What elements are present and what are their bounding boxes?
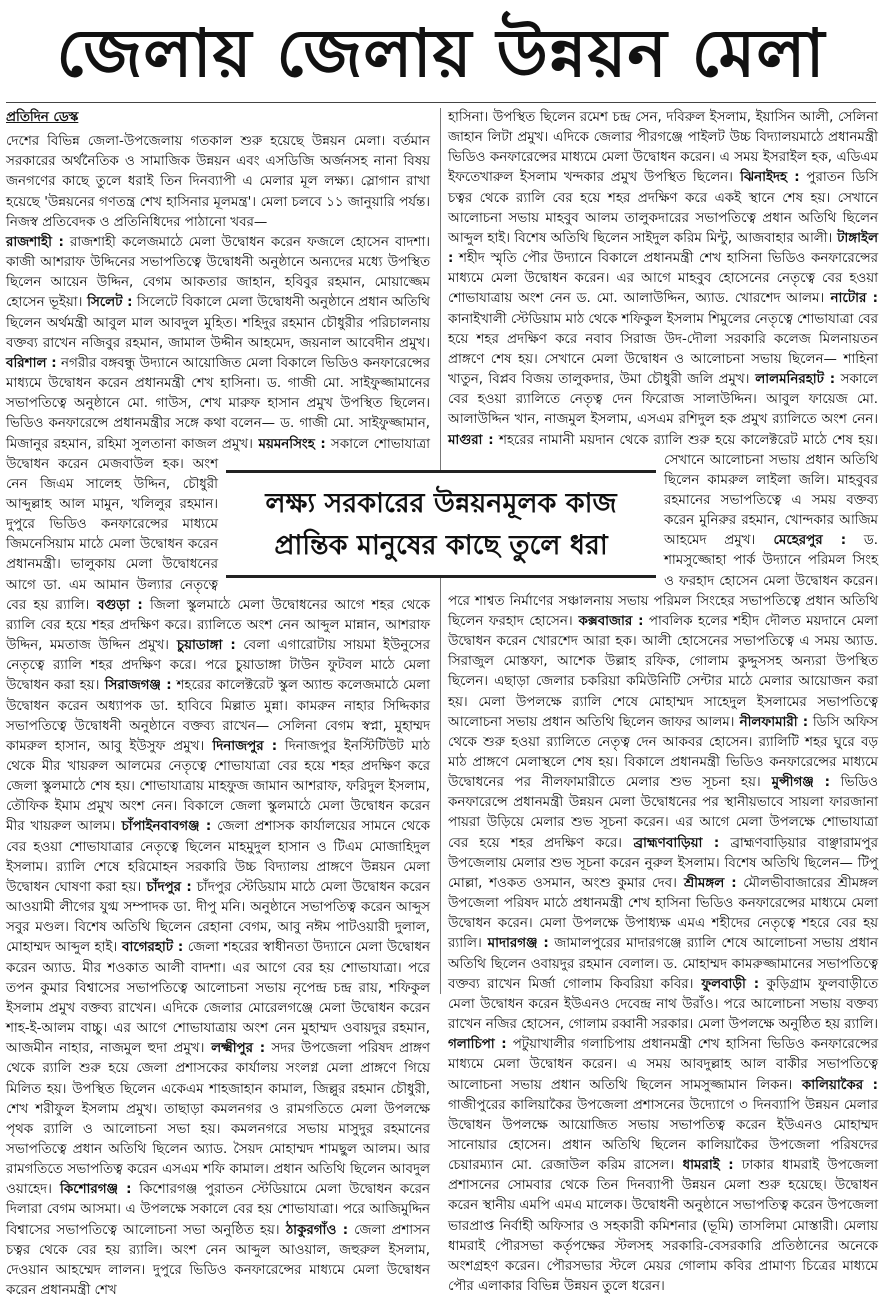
- district-name: সিরাজগঞ্জ :: [99, 678, 172, 694]
- district-report: জেলা প্রশাসন চত্বর থেকে বের হয় র‌্যালি। অংশ নেন আব্দুল আওয়াল, জহুরুল ইসলাম, দেওয়ান আহম্মেদ লালন। দুপুরে ভিডিও কনফারেন্সের মাধ্যমে মেলা উদ্বোধন করেন প্রধানমন্ত্রী শেখ: [6, 1222, 430, 1299]
- district-report: হাসিনা। উপস্থিত ছিলেন রমেশ চন্দ্র সেন, দবিরুল ইসলাম, ইয়াসিন আলী, সেলিনা জাহান লিটা প্রমুখ। এদিকে জেলার পীরগঞ্জে পাইলট উচ্চ বিদ্যালয়মাঠে প্রধানমন্ত্রী ভিডিও কনফারেন্সের মাধ্যমে মেলা উদ্বোধন করেন। এ সময় ইসরাইল হক, এডিএম ইফতেখারুল ইসলাম খন্দকার প্রমুখ উপস্থিত ছিলেন।: [448, 110, 878, 186]
- district-report: শহরের নামানী ময়দান থেকে র‌্যালি শুরু হয়ে কালেক্টরেট মাঠে শেষ হয়। সেখানে আলোচনা সভায় প্রধান অতিথি ছিলেন কামরুল লাইলা জলি। মাহবুবর রহমানের সভাপতিত্বে এ সময় বক্তব্য করেন মুনিরুর রহমান, খোন্দকার আজিম আহমেদ প্রমুখ।: [493, 432, 878, 549]
- district-report: সকালে শোভাযাত্রা উদ্বোধন করেন মেজবাউল হক। অংশ নেন জিএম সালেহ উদ্দিন, চৌধুরী আব্দুল্লাহ আল মামুন, খলিলুর রহমান। দুপুরে ভিডিও কনফারেন্সের মাধ্যমে জিমনেসিয়াম মাঠে মেলা উদ্বোধন করেন প্রধানমন্ত্রী। ভালুকায় মেলা উদ্বোধনের আগে ডা. এম আমান উল্যার নেতৃত্বে বের হয় র‌্যালি।: [6, 436, 430, 613]
- district-report: দিনাজপুর ইনস্টিটিউট মাঠ থেকে মীর খায়রুল আলমের নেতৃত্বে শোভাযাত্রা বের হয়ে শহর প্রদক্ষিণ করে জেলা স্কুলমাঠে শেষ হয়। শোভাযাত্রায় মাহফুজ জামান আশরাফ, ফরিদুল ইসলাম, তৌফিক ইমাম প্রমুখ অংশ নেন। বিকালে জেলা স্কুলমাঠে মেলা উদ্বোধন করেন মীর খায়রুল আলম।: [6, 738, 430, 835]
- district-name: মেহেরপুর :: [755, 533, 847, 549]
- district-report: জামালপুরের মাদারগঞ্জে র‌্যালি শেষে আলোচনা সভায় প্রধান অতিথি ছিলেন ওবায়দুর রহমান বেলাল। ড. মোহাম্মদ কামরুজ্জামানের সভাপতিত্বে বক্তব্য রাখেন মির্জা গোলাম কিবরিয়া কবির।: [448, 936, 879, 992]
- district-report: মৌলভীবাজারের শ্রীমঙ্গল উপজেলা পরিষদ মাঠে প্রধানমন্ত্রী শেখ হাসিনা ভিডিও কনফারেন্সের মাধ্যমে মেলা উদ্বোধন করেন। মেলা উপলক্ষে উপাধ্যক্ষ এমএ শহীদের নেতৃত্বে শহরে বের হয় র‌্যালি।: [448, 875, 878, 952]
- pull-quote-line-2: প্রান্তিক মানুষের কাছে তুলে ধরা: [274, 530, 608, 561]
- district-report: ড. শামসুজ্জোহা পার্ক উদ্যানে পরিমল সিংহ ও ফরহাদ হোসেন মেলা উদ্বোধন করেন। পরে শাশ্বত নির্মাণের সঞ্চালনায় সভায় পরিমল সিংহের সভাপতিত্বে প্রধান অতিথি ছিলেন ফরহাদ হোসেন।: [448, 533, 878, 629]
- headline: জেলায় জেলায় উন্নয়ন মেলা: [56, 15, 826, 92]
- district-name: ধামরাই :: [674, 1158, 734, 1174]
- district-report: বেলা এগারোটায় সায়মা ইউনুসের নেতৃত্বে র‌্যালি শহর প্রদক্ষিণ করে। পরে চুয়াডাঙ্গা টাউন ফুটবল মাঠে মেলা উদ্বোধন করা হয়।: [6, 638, 430, 694]
- district-name: লক্ষ্মীপুর :: [204, 1041, 266, 1057]
- district-name: নীলফামারী :: [734, 714, 809, 730]
- district-name: সিলেট :: [82, 295, 133, 311]
- district-report: ভিডিও কনফারেন্সে প্রধানমন্ত্রী উন্নয়ন মেলা উদ্বোধনের পর স্থানীয়ভাবে সায়লা ফারজানা পায়রা উড়িয়ে মেলার শুভ সূচনা করেন। এর আগে মেলা উপলক্ষে শোভাযাত্রা বের হয়ে শহর প্রদক্ষিণ করে।: [448, 775, 878, 851]
- district-name: চাঁপাইনবাবগঞ্জ :: [115, 819, 212, 835]
- district-name: কক্সবাজার :: [572, 613, 644, 629]
- district-report: ব্রাহ্মণবাড়িয়ার বাঞ্ছারামপুর উপজেলায় মেলার শুভ সূচনা করেন নুরুল ইসলাম। বিশেষ অতিথি ছিলেন— টিপু মোল্লা, শওকত ওসমান, অংশু কুমার দেব।: [448, 835, 878, 891]
- district-report: সদর উপজেলা পরিষদ প্রাঙ্গণ থেকে র‌্যালি শুরু হয়ে জেলা প্রশাসকের কার্যালয় সংলগ্ন মেলা প্রাঙ্গণে গিয়ে মিলিত হয়। উপস্থিত ছিলেন একেএম শাহজাহান কামাল, জিল্লুর রহমান চৌধুরী, শেখ শরীফুল ইসলাম প্রমুখ। তাছাড়া কমলনগর ও রামগতিতে মেলা উপলক্ষে পৃথক র‌্যালি ও আলোচনা সভা হয়। কমলনগরে সভায় মাসুদুর রহমানের সভাপতিত্বে প্রধান অতিথি ছিলেন অ্যাড. সৈয়দ মোহাম্মদ শামছুল আলম। আর রামগতিতে সভাপতিত্ব করেন এসএম শফি কামাল। প্রধান অতিথি ছিলেন আবদুল ওয়াহেদ।: [6, 1041, 430, 1198]
- district-name: ঝিনাইদহ :: [732, 170, 800, 186]
- district-report: জিলা স্কুলমাঠে মেলা উদ্বোধনের আগে শহর থেকে র‌্যালি বের হয়ে শহর প্রদক্ষিণ করে। র‌্যালিতে অংশ নেন আব্দুল মান্নান, আশরাফ উদ্দিন, মমতাজ উদ্দিন প্রমুখ।: [6, 597, 431, 654]
- district-report: পটুয়াখালীর গলাচিপায় প্রধানমন্ত্রী শেখ হাসিনা ভিডিও কনফারেন্সের মাধ্যমে মেলা উদ্বোধন করেন। এ সময় আবদুল্লাহ আল বাকীর সভাপতিত্বে আলোচনা সভায় প্রধান অতিথি ছিলেন সামসুজ্জামান লিকন।: [448, 1037, 878, 1093]
- district-report: জেলা প্রশাসক কার্যালয়ের সামনে থেকে বের হওয়া শোভাযাত্রার নেতৃত্বে ছিলেন মাহমুদুল হাসান ও টিএম মোজাহিদুল ইসলাম। র‌্যালি শেষে হরিমোহন সরকারি উচ্চ বিদ্যালয় প্রাঙ্গণে উন্নয়ন মেলা উদ্বোধন ঘোষণা করা হয়।: [6, 819, 430, 895]
- district-report: শহীদ স্মৃতি পৌর উদ্যানে বিকালে প্রধানমন্ত্রী শেখ হাসিনা ভিডিও কনফারেন্সের মাধ্যমে মেলা উদ্বোধন করেন। এর আগে মাহবুব হোসেনের নেতৃত্বে বের হওয়া শোভাযাত্রায় অংশ নেন ড. মো. আলাউদ্দিন, অ্যাড. খোরশেদ আলম।: [448, 251, 878, 307]
- pull-quote: [226, 470, 656, 578]
- district-name: টাঙ্গাইল :: [448, 230, 878, 267]
- district-name: ঠাকুরগাঁও :: [279, 1222, 349, 1238]
- district-report: সিলেটে বিকালে মেলা উদ্বোধনী অনুষ্ঠানে প্রধান অতিথি ছিলেন অর্থমন্ত্রী আবুল মাল আবদুল মুহিত। শহিদুর রহমান চৌধুরীর পরিচালনায় বক্তব্য রাখেন নজিবুর রহমান, জামাল উদ্দীন আহমেদ, জয়নাল আবেদীন প্রমুখ।: [6, 295, 430, 351]
- district-name: কিশোরগঞ্জ :: [51, 1182, 132, 1198]
- district-name: ময়মনসিংহ :: [252, 436, 326, 452]
- district-report: রাজশাহী কলেজমাঠে মেলা উদ্বোধন করেন ফজলে হোসেন বাদশা। কাজী আশরাফ উদ্দিনের সভাপতিত্বে উদ্বোধনী অনুষ্ঠানে অন্যদের মধ্যে উপস্থিত ছিলেন আয়েন উদ্দিন, বেগম আকতার জাহান, হবিবুর রহমান, মোয়াজ্জেম হোসেন ভূইয়া।: [6, 234, 430, 311]
- district-name: বাগেরহাট :: [117, 940, 184, 956]
- district-report: চাঁদপুর স্টেডিয়াম মাঠে মেলা উদ্বোধন করেন আওয়ামী লীগের যুগ্ম সম্পাদক ডা. দীপু মনি। অনুষ্ঠানে সভাপতিত্ব করেন আব্দুস সবুর মণ্ডল। বিশেষ অতিথি ছিলেন রেহানা বেগম, আবু নঈম পাটওয়ারী দুলাল, মোহাম্মদ আব্দুল হাই।: [6, 879, 430, 956]
- district-report: শহরের কালেক্টরেট স্কুল অ্যান্ড কলেজমাঠে মেলা উদ্বোধন করেন অধ্যাপক ডা. হাবিবে মিল্লাত মুন্না। কামরুন নাহার সিদ্দিকার সভাপতিত্বে উদ্বোধনী অনুষ্ঠানে বক্তব্য রাখেন— সেলিনা বেগম স্বপ্না, মুহাম্মদ কামরুল হাসান, আবু ইউসুফ প্রমুখ।: [6, 678, 430, 754]
- district-name: মাগুরা :: [448, 432, 494, 448]
- district-name: মাদারগঞ্জ :: [481, 936, 549, 952]
- district-name: নাটোর :: [824, 291, 878, 307]
- district-report: কিশোরগঞ্জ পুরাতন স্টেডিয়ামে মেলা উদ্বোধন করেন দিলারা বেগম আসমা। এ উপলক্ষে সকালে বের হয় শোভাযাত্রা। পরে আজিমুদ্দিন বিশ্বাসের সভাপতিত্বে আলোচনা সভা অনুষ্ঠিত হয়।: [6, 1182, 431, 1238]
- district-name: লালমনিরহাট :: [749, 372, 836, 388]
- district-name: বরিশাল :: [6, 355, 57, 371]
- district-name: শ্রীমঙ্গল :: [676, 875, 737, 891]
- district-report: পাবলিক হলের শহীদ দৌলত ময়দানে মেলা উদ্বোধন করেন খোরশেদ আরা হক। আলী হোসেনের সভাপতিত্বে এ সময় অ্যাড. সিরাজুল মোস্তফা, আশেক উল্লাহ রফিক, গোলাম কুদ্দুসসহ অন্যরা উপস্থিত ছিলেন। এছাড়া জেলার চকরিয়া কমিউনিটি সেন্টার মাঠে মেলার আয়োজন করা হয়। মেলা উপলক্ষে র‌্যালি শেষে মোহাম্মদ সাহেদুল ইসলামের সভাপতিত্বে আলোচনা সভায় প্রধান অতিথি ছিলেন জাফর আলম।: [448, 613, 878, 730]
- district-name: বগুড়া :: [89, 597, 143, 613]
- district-report: ঢাকার ধামরাই উপজেলা প্রশাসনের সোমবার থেকে তিন দিনব্যাপী উন্নয়ন মেলা শুরু হয়েছে। উদ্বোধন করেন স্থানীয় এমপি এমএ মালেক। উদ্বোধনী অনুষ্ঠানে সভাপতিত্ব করেন উপজেলা ভারপ্রাপ্ত নির্বাহী অফিসার ও সহকারী কমিশনার (ভূমি) তাসলিমা মোস্তারী। মেলায় ধামরাই পৌরসভা কর্তৃপক্ষের স্টলসহ সরকারি-বেসরকারি প্রতিষ্ঠানের অনেকে অংশগ্রহণ করেন। পৌরসভার স্টলে মেয়র গোলাম কবির প্রামাণ্য চিত্রের মাধ্যমে পৌর এলাকার বিভিন্ন উন্নয়ন তুলে ধরেন।: [448, 1158, 879, 1295]
- district-name: ফুলবাড়ী :: [693, 976, 760, 992]
- headline-rule: [6, 102, 876, 103]
- district-name: চাঁদপুর :: [141, 879, 192, 895]
- left-column-text: [6, 233, 430, 1301]
- district-name: চুয়াডাঙ্গা :: [168, 638, 236, 654]
- district-report: জেলা শহরের স্বাধীনতা উদ্যানে মেলা উদ্বোধন করেন অ্যাড. মীর শওকাত আলী বাদশা। এর আগে বের হয় শোভাযাত্রা। পরে তপন কুমার বিশ্বাসের সভাপতিত্বে আলোচনা সভায় নৃপেন্দ্র চন্দ্র রায়, শফিকুল ইসলাম প্রমুখ বক্তব্য রাখেন। এদিকে জেলার মোরেলগঞ্জে মেলা উদ্বোধন করেন শাহ-ই-আলম বাচ্চু। এর আগে শোভাযাত্রায় অংশ নেন মুহাম্মদ ওবায়দুর রহমান, আজমীন নাহার, নাজমুল হুদা প্রমুখ।: [6, 940, 430, 1057]
- right-column-text: [448, 108, 878, 1297]
- district-name: রাজশাহী :: [6, 234, 64, 250]
- pull-quote-line-1: লক্ষ্য সরকারের উন্নয়নমূলক কাজ: [265, 488, 617, 519]
- district-report: ডিসি অফিস থেকে শুরু হওয়া র‌্যালিতে নেতৃত্ব দেন আকবর হোসেন। র‌্যালিটি শহর ঘুরে বড় মাঠ প্রাঙ্গণে মেলাস্থলে শেষ হয়। বিকালে প্রধানমন্ত্রী ভিডিও কনফারেন্সের মাধ্যমে উদ্বোধনের পর নীলফামারীতে মেলার শুভ সূচনা হয়।: [448, 714, 878, 791]
- district-report: কানাইখালী স্টেডিয়াম মাঠ থেকে শফিকুল ইসলাম শিমুলের নেতৃত্বে শোভাযাত্রা বের হয়ে শহর প্রদক্ষিণ করে নবাব সিরাজ উদ-দৌলা সরকারি কলেজ মিলনায়তন প্রাঙ্গণে শেষ হয়। সেখানে মেলা উদ্বোধন ও আলোচনা সভায় ছিলেন— শাহিনা খাতুন, বিপ্লব বিজয় তালুকদার, উমা চৌধুরী জলি প্রমুখ।: [448, 311, 878, 388]
- district-name: গলাচিপা :: [448, 1037, 507, 1053]
- district-report: পুরাতন ডিসি চত্বর থেকে র‌্যালি বের হয়ে শহর প্রদক্ষিণ করে একই স্থানে শেষ হয়। সেখানে আলোচনা সভায় মাহবুব আলম তালুকদারের সভাপতিত্বে প্রধান অতিথি ছিলেন আব্দুল হাই। বিশেষ অতিথি ছিলেন সাইদুল করিম মিন্টু, আজবাহার আলী।: [448, 170, 878, 246]
- desk-byline: প্রতিদিন ডেস্ক: [6, 110, 79, 125]
- district-report: গাজীপুরের কালিয়াকৈর উপজেলা প্রশাসনের উদ্যোগে ৩ দিনব্যাপি উন্নয়ন মেলার উদ্বোধন উপলক্ষে আয়োজিত সভায় সভাপতিত্ব করেন ইউএনও মোহাম্মদ সানোয়ার হোসেন। প্রধান অতিথি ছিলেন কালিয়াকৈর উপজেলা পরিষদের চেয়ারম্যান মো. রেজাউল করিম রাসেল।: [448, 1097, 878, 1174]
- district-report: নগরীর বঙ্গবন্ধু উদ্যানে আয়োজিত মেলা বিকালে ভিডিও কনফারেন্সের মাধ্যমে উদ্বোধন করেন প্রধানমন্ত্রী শেখ হাসিনা। ড. গাজী মো. সাইফুজ্জামানের সভাপতিত্বে অনুষ্ঠানে মো. গাউস, শেখ মারুফ হাসান প্রমুখ উপস্থিত ছিলেন। ভিডিও কনফারেন্সে প্রধানমন্ত্রীর সঙ্গে কথা বলেন— ড. গাজী মো. সাইফুজ্জামান, মিজানুর রহমান, রহিমা সুলতানা কাজল প্রমুখ।: [6, 355, 430, 452]
- district-name: মুন্সীগঞ্জ :: [760, 775, 831, 791]
- district-name: দিনাজপুর :: [204, 738, 278, 754]
- intro-paragraph: দেশের বিভিন্ন জেলা-উপজেলায় গতকাল শুরু হয়েছে উন্নয়ন মেলা। বর্তমান সরকারের অর্থনৈতিক ও সামাজিক উন্নয়ন এবং এসডিজি অর্জনসহ নানা বিষয় জনগণের কাছে তুলে ধরাই তিন দিনব্যাপী এ মেলার মূল লক্ষ্য। স্লোগান রাখা হয়েছে 'উন্নয়নের গণতন্ত্র শেখ হাসিনার মূলমন্ত্র'। মেলা চলবে ১১ জানুয়ারি পর্যন্ত। নিজস্ব প্রতিবেদক ও প্রতিনিধিদের পাঠানো খবর—: [6, 134, 430, 230]
- district-name: কালিয়াকৈর :: [792, 1077, 879, 1093]
- district-name: ব্রাহ্মণবাড়িয়া :: [621, 835, 720, 851]
- district-report: সকালে বের হওয়া র‌্যালিতে নেতৃত্ব দেন ফিরোজ সালাউদ্দিন। আবুল ফায়েজ মো. আলাউদ্দিন খান, নাজমুল ইসলাম, এসএম রশিদুল হক প্রমুখ র‌্যালিতে অংশ নেন।: [448, 372, 878, 428]
- district-report: কুড়িগ্রাম ফুলবাড়ীতে মেলা উদ্বোধন করেন ইউএনও দেবেন্দ্র নাথ উরাঁও। পরে আলোচনা সভায় বক্তব্য রাখেন নজির হোসেন, গোলাম রব্বানী সরকার। মেলা উপলক্ষে অনুষ্ঠিত হয় র‌্যালি।: [448, 976, 878, 1033]
